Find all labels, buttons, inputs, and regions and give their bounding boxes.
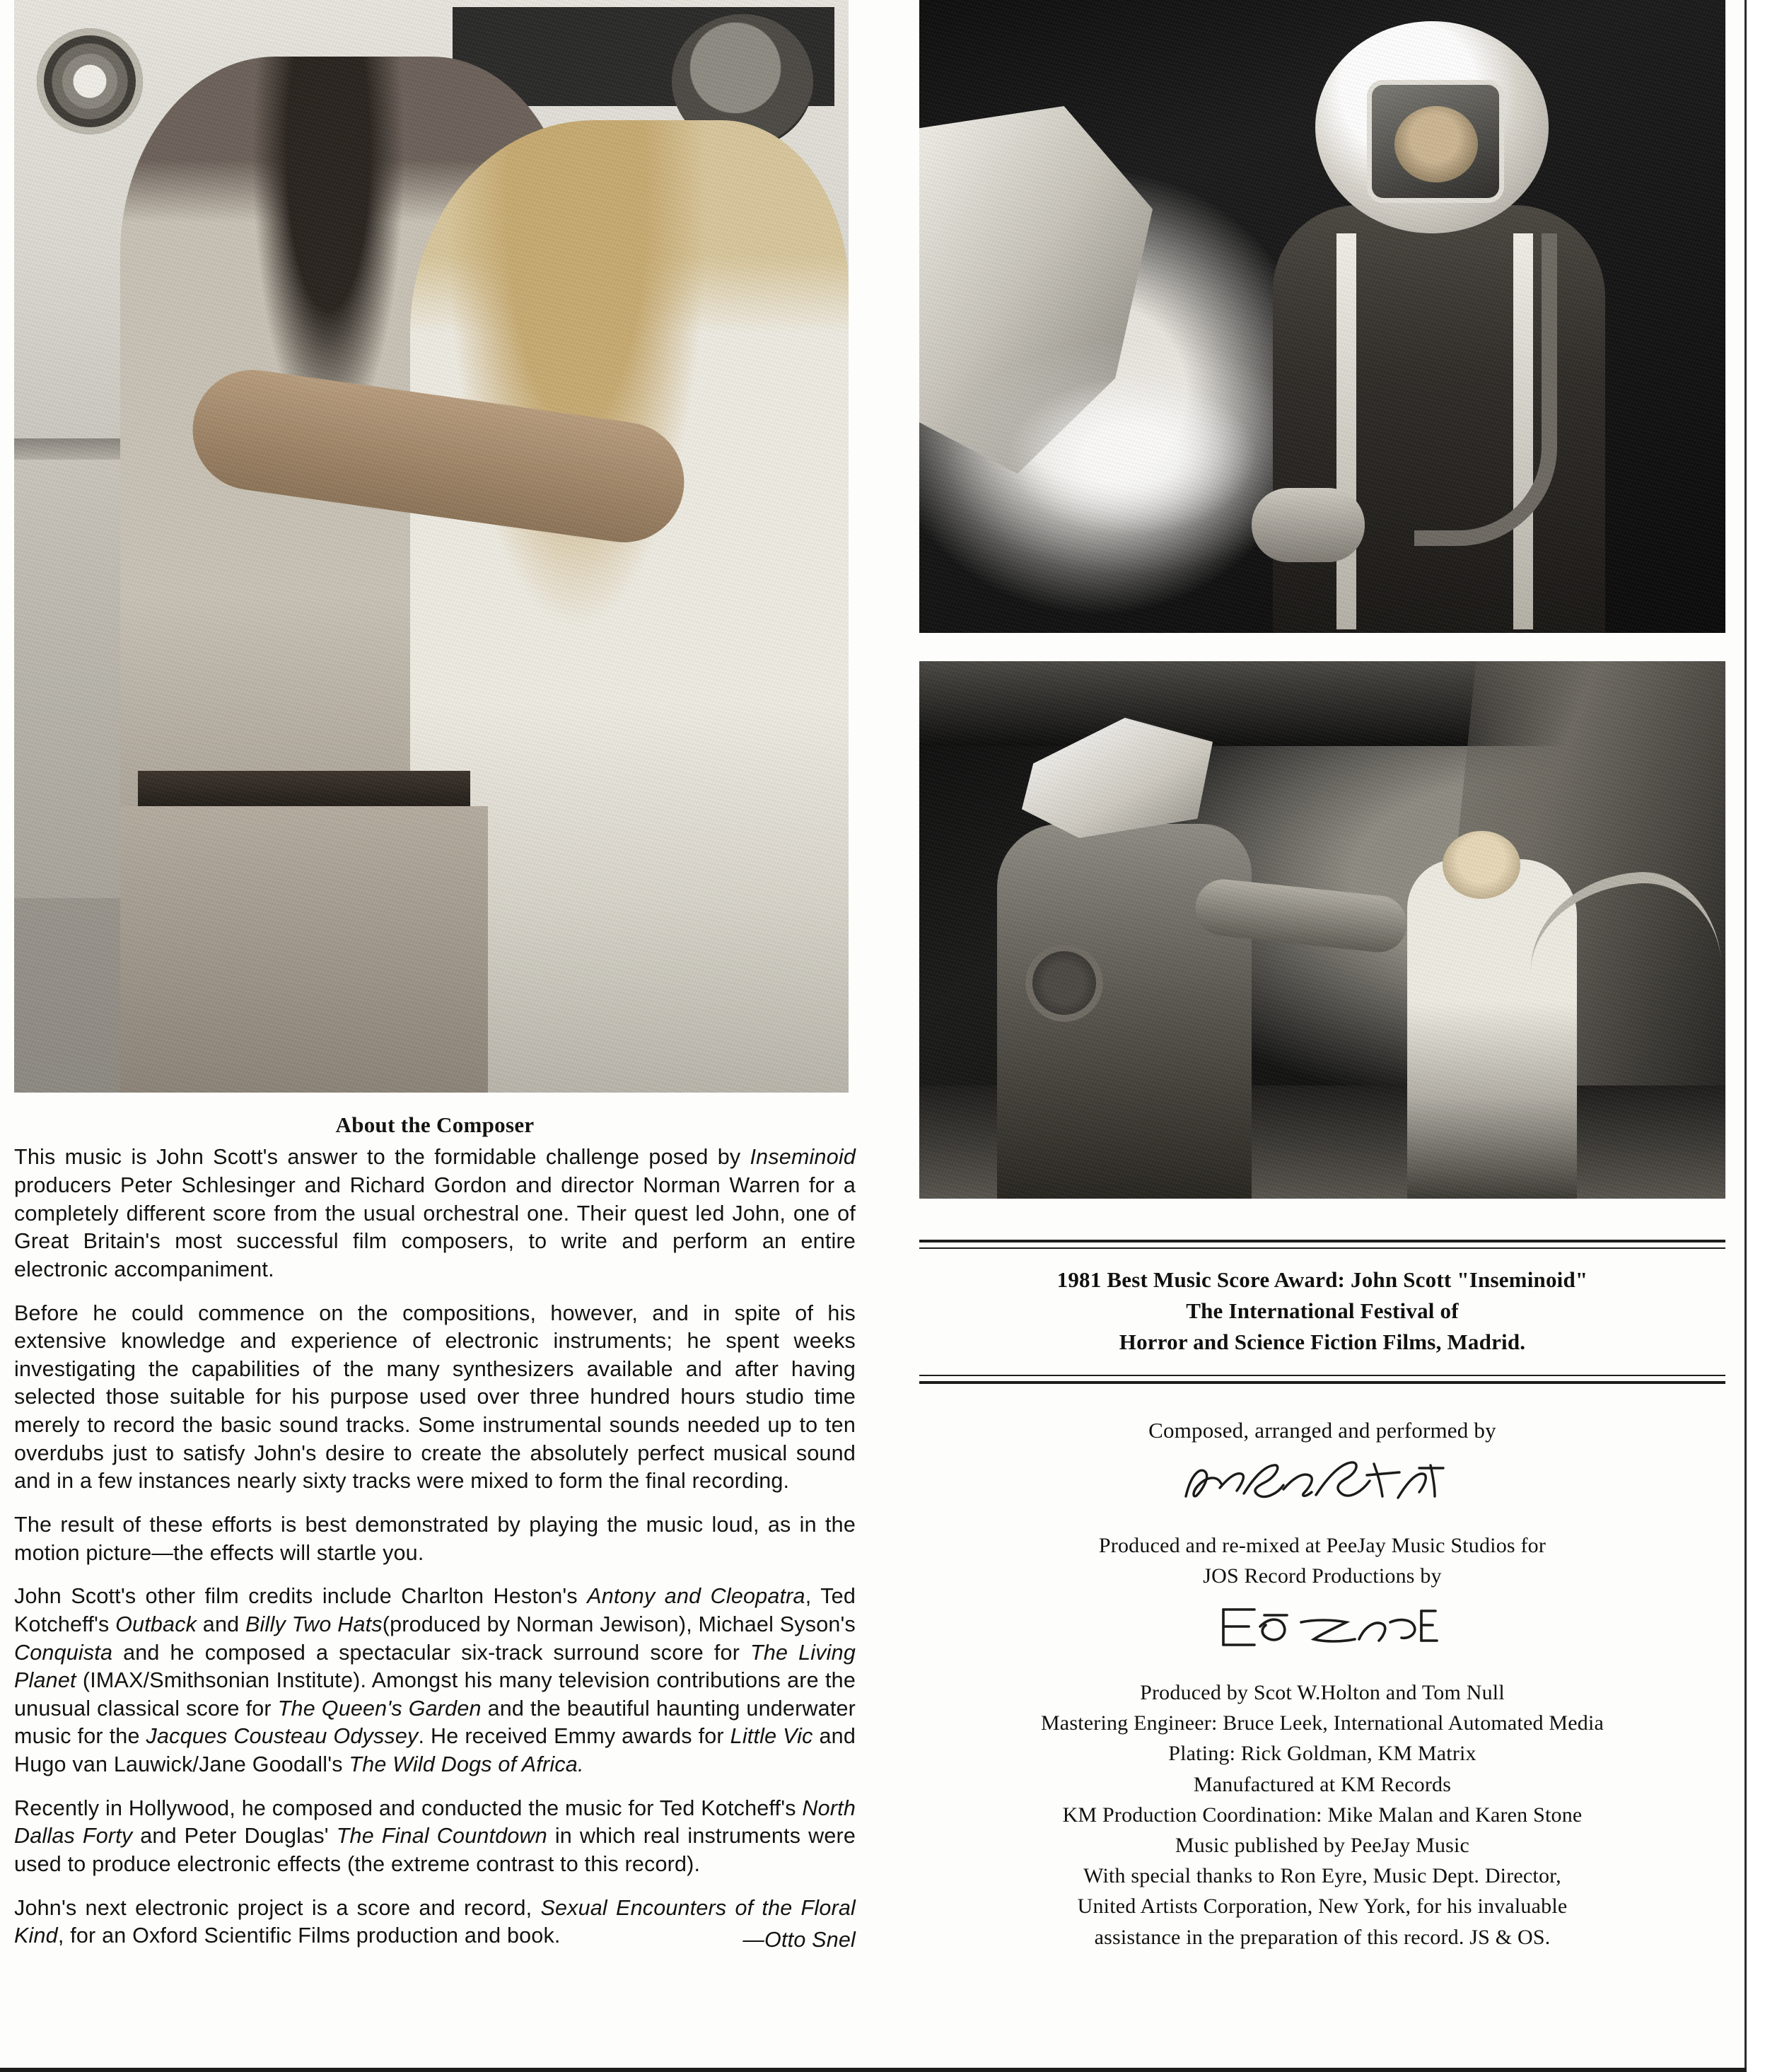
astronaut-photo: [919, 0, 1725, 633]
award-line-2: The International Festival of: [1186, 1298, 1459, 1324]
about-composer-text: [14, 1111, 856, 1955]
award-block: [919, 1240, 1725, 1384]
credits-block: [919, 1415, 1725, 1952]
credit-line-4: Manufactured at KM Records: [1193, 1772, 1452, 1796]
award-line-3: Horror and Science Fiction Films, Madrid.: [1119, 1329, 1526, 1355]
credit-line-8: United Artists Corporation, New York, for his invaluable: [1077, 1895, 1568, 1919]
john-scott-signature-icon: [919, 1454, 1725, 1515]
credit-line-1: Produced by Scot W.Holton and Tom Null: [1140, 1681, 1505, 1705]
bottom-border-rule: [0, 2068, 1747, 2072]
photo-grain-overlay: [14, 0, 849, 1093]
otto-snel-signature-icon: [919, 1598, 1725, 1659]
composed-by-line: Composed, arranged and performed by: [1148, 1418, 1496, 1443]
about-paragraph-4: John Scott's other film credits include Charlton Heston's Antony and Cleopatra, Ted Kotcheff's Outback and Billy Two Hats(produced by Norman Jewison), Michael Syson's Conquista and he composed a spectacular six-track surround score for The Living Planet (IMAX/Smithsonian Institute). Amongst his many television contributions are the unusual classical score for The Queen's Garden and the beautiful haunting underwater music for the Jacques Cousteau Odyssey. He received Emmy awards for Little Vic and Hugo van Lauwick/Jane Goodall's The Wild Dogs of Africa.: [14, 1584, 856, 1777]
award-line-1: 1981 Best Music Score Award: John Scott "Inseminoid": [1056, 1267, 1588, 1292]
credit-line-2: Mastering Engineer: Bruce Leek, International Automated Media: [1040, 1711, 1604, 1735]
about-byline: —Otto Snel: [742, 1927, 856, 1952]
credit-line-6: Music published by PeeJay Music: [1175, 1833, 1470, 1857]
about-paragraph-1: This music is John Scott's answer to the formidable challenge posed by Inseminoid producers Peter Schlesinger and Richard Gordon and director Norman Warren for a completely different score from the usual orchestral one. Their quest led John, one of Great Britain's most successful film composers, to write and perform an entire electronic accompaniment.: [14, 1145, 856, 1281]
about-paragraph-3: The result of these efforts is best demonstrated by playing the music loud, as in the motion picture—the effects will startle you.: [14, 1512, 856, 1565]
about-paragraph-2: Before he could commence on the compositions, however, and in spite of his extensive knowledge and experience of electronic instruments; he spent weeks investigating the capabilities of the many synthesizers available and after having selected those suitable for his purpose used over three hundred hours studio time merely to record the basic sound tracks. Some instrumental sounds needed up to ten overdubs just to satisfy John's desire to create the absolutely perfect musical sound and in a few instances nearly sixty tracks were mixed to form the final recording.: [14, 1300, 856, 1494]
credit-line-7: With special thanks to Ron Eyre, Music Dept. Director,: [1083, 1864, 1561, 1888]
photo-grain-overlay: [919, 0, 1725, 633]
produced-remixed-line-1: Produced and re-mixed at PeeJay Music Studios for: [1098, 1533, 1546, 1557]
about-paragraph-5: Recently in Hollywood, he composed and conducted the music for Ted Kotcheff's North Dallas Forty and Peter Douglas' The Final Countdown in which real instruments were used to produce electronic effects (the extreme contrast to this record).: [14, 1795, 856, 1877]
about-paragraph-6: John's next electronic project is a score and record, Sexual Encounters of the Floral Kind, for an Oxford Scientific Films production and book. —Otto Snel: [14, 1895, 856, 1955]
photo-grain-overlay: [919, 661, 1725, 1199]
credit-line-3: Plating: Rick Goldman, KM Matrix: [1168, 1742, 1476, 1766]
sleeve-edge-rule: [1744, 0, 1765, 2072]
about-composer-heading: About the Composer: [335, 1112, 535, 1137]
credit-line-9: assistance in the preparation of this record. JS & OS.: [1094, 1925, 1551, 1949]
cave-scene-photo: [919, 661, 1725, 1199]
produced-remixed-line-2: JOS Record Productions by: [1203, 1564, 1442, 1588]
production-credits-list: [919, 1677, 1725, 1952]
left-column: [14, 0, 873, 1955]
award-inner: [919, 1247, 1725, 1376]
credit-line-5: KM Production Coordination: Mike Malan and Karen Stone: [1062, 1803, 1583, 1827]
produced-remixed-block: [919, 1530, 1725, 1591]
right-column: [919, 0, 1725, 1952]
couple-embracing-photo: [14, 0, 849, 1093]
